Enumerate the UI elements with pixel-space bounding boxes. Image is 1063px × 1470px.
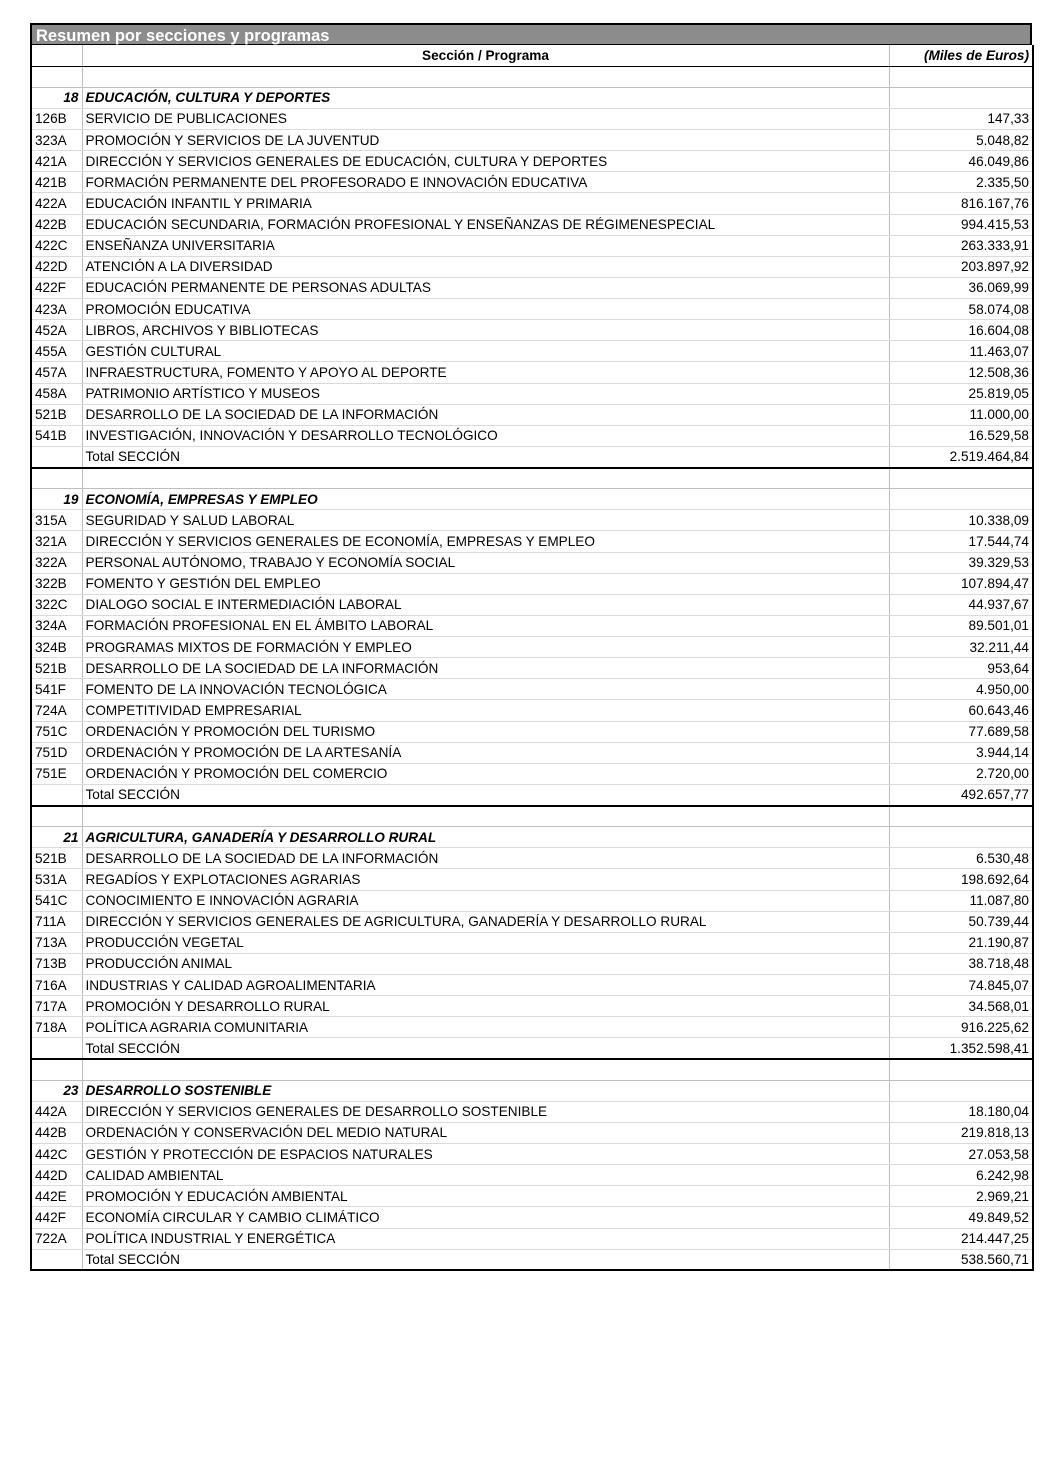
section-code: 21 bbox=[31, 827, 82, 848]
program-row bbox=[31, 531, 1033, 552]
section-amount-blank bbox=[889, 1080, 1033, 1101]
program-code: 718A bbox=[31, 1017, 82, 1038]
program-row bbox=[31, 679, 1033, 700]
program-code: 521B bbox=[31, 404, 82, 425]
spacer-row bbox=[31, 468, 1033, 489]
program-row bbox=[31, 362, 1033, 383]
program-name: DIRECCIÓN Y SERVICIOS GENERALES DE EDUCACIÓN, CULTURA Y DEPORTES bbox=[82, 151, 889, 172]
program-code: 422A bbox=[31, 193, 82, 214]
program-row bbox=[31, 193, 1033, 214]
program-row bbox=[31, 615, 1033, 636]
program-amount: 17.544,74 bbox=[889, 531, 1033, 552]
program-code: 722A bbox=[31, 1228, 82, 1249]
total-blank bbox=[31, 784, 82, 805]
sheet-title: Resumen por secciones y programas bbox=[30, 23, 1032, 45]
program-code: 442D bbox=[31, 1165, 82, 1186]
program-amount: 916.225,62 bbox=[889, 1017, 1033, 1038]
program-name: ORDENACIÓN Y CONSERVACIÓN DEL MEDIO NATURAL bbox=[82, 1122, 889, 1143]
program-amount: 816.167,76 bbox=[889, 193, 1033, 214]
header-program: Sección / Programa bbox=[82, 45, 889, 66]
program-amount: 50.739,44 bbox=[889, 911, 1033, 932]
spacer-cell bbox=[889, 468, 1033, 489]
spacer-cell bbox=[889, 1059, 1033, 1080]
spacer-cell bbox=[889, 806, 1033, 827]
program-amount: 2.720,00 bbox=[889, 763, 1033, 784]
total-blank bbox=[31, 446, 82, 467]
program-row bbox=[31, 320, 1033, 341]
program-code: 713A bbox=[31, 932, 82, 953]
program-code: 531A bbox=[31, 869, 82, 890]
program-name: PRODUCCIÓN VEGETAL bbox=[82, 932, 889, 953]
spacer-cell bbox=[889, 66, 1033, 87]
program-amount: 18.180,04 bbox=[889, 1101, 1033, 1122]
program-amount: 27.053,58 bbox=[889, 1144, 1033, 1165]
header-units: (Miles de Euros) bbox=[889, 45, 1033, 66]
program-row bbox=[31, 552, 1033, 573]
section-code: 19 bbox=[31, 489, 82, 510]
program-row bbox=[31, 256, 1033, 277]
spacer-row bbox=[31, 806, 1033, 827]
program-name: PATRIMONIO ARTÍSTICO Y MUSEOS bbox=[82, 383, 889, 404]
program-row bbox=[31, 763, 1033, 784]
program-code: 322C bbox=[31, 594, 82, 615]
program-row bbox=[31, 953, 1033, 974]
program-name: EDUCACIÓN INFANTIL Y PRIMARIA bbox=[82, 193, 889, 214]
program-row bbox=[31, 932, 1033, 953]
total-blank bbox=[31, 1038, 82, 1059]
program-name: SERVICIO DE PUBLICACIONES bbox=[82, 108, 889, 129]
program-name: INVESTIGACIÓN, INNOVACIÓN Y DESARROLLO TECNOLÓGICO bbox=[82, 425, 889, 446]
program-name: SEGURIDAD Y SALUD LABORAL bbox=[82, 510, 889, 531]
program-code: 521B bbox=[31, 658, 82, 679]
section-name: DESARROLLO SOSTENIBLE bbox=[82, 1080, 889, 1101]
program-name: DIRECCIÓN Y SERVICIOS GENERALES DE AGRICULTURA, GANADERÍA Y DESARROLLO RURAL bbox=[82, 911, 889, 932]
program-row bbox=[31, 848, 1033, 869]
program-code: 455A bbox=[31, 341, 82, 362]
program-name: EDUCACIÓN SECUNDARIA, FORMACIÓN PROFESIONAL Y ENSEÑANZAS DE RÉGIMENESPECIAL bbox=[82, 214, 889, 235]
total-label: Total SECCIÓN bbox=[82, 784, 889, 805]
program-code: 322A bbox=[31, 552, 82, 573]
program-amount: 89.501,01 bbox=[889, 615, 1033, 636]
program-amount: 11.087,80 bbox=[889, 890, 1033, 911]
spacer-cell bbox=[31, 468, 82, 489]
program-row bbox=[31, 277, 1033, 298]
total-label: Total SECCIÓN bbox=[82, 1249, 889, 1270]
spacer-row bbox=[31, 1059, 1033, 1080]
program-row bbox=[31, 108, 1033, 129]
program-name: PROMOCIÓN Y DESARROLLO RURAL bbox=[82, 996, 889, 1017]
section-header-row bbox=[31, 827, 1033, 848]
program-row bbox=[31, 573, 1033, 594]
program-name: POLÍTICA AGRARIA COMUNITARIA bbox=[82, 1017, 889, 1038]
program-name: PROGRAMAS MIXTOS DE FORMACIÓN Y EMPLEO bbox=[82, 637, 889, 658]
program-code: 442E bbox=[31, 1186, 82, 1207]
program-code: 541B bbox=[31, 425, 82, 446]
program-row bbox=[31, 1186, 1033, 1207]
program-name: ECONOMÍA CIRCULAR Y CAMBIO CLIMÁTICO bbox=[82, 1207, 889, 1228]
program-name: COMPETITIVIDAD EMPRESARIAL bbox=[82, 700, 889, 721]
program-code: 442B bbox=[31, 1122, 82, 1143]
total-amount: 538.560,71 bbox=[889, 1249, 1033, 1270]
program-amount: 74.845,07 bbox=[889, 975, 1033, 996]
program-row bbox=[31, 172, 1033, 193]
program-row bbox=[31, 404, 1033, 425]
program-row bbox=[31, 341, 1033, 362]
program-row bbox=[31, 235, 1033, 256]
program-name: DESARROLLO DE LA SOCIEDAD DE LA INFORMACIÓN bbox=[82, 658, 889, 679]
program-code: 751C bbox=[31, 721, 82, 742]
program-name: CALIDAD AMBIENTAL bbox=[82, 1165, 889, 1186]
program-name: FOMENTO DE LA INNOVACIÓN TECNOLÓGICA bbox=[82, 679, 889, 700]
program-amount: 107.894,47 bbox=[889, 573, 1033, 594]
program-amount: 46.049,86 bbox=[889, 151, 1033, 172]
program-name: FORMACIÓN PERMANENTE DEL PROFESORADO E INNOVACIÓN EDUCATIVA bbox=[82, 172, 889, 193]
program-code: 442A bbox=[31, 1101, 82, 1122]
program-name: DESARROLLO DE LA SOCIEDAD DE LA INFORMACIÓN bbox=[82, 848, 889, 869]
spacer-cell bbox=[82, 468, 889, 489]
program-code: 321A bbox=[31, 531, 82, 552]
program-amount: 16.604,08 bbox=[889, 320, 1033, 341]
program-code: 442C bbox=[31, 1144, 82, 1165]
program-amount: 39.329,53 bbox=[889, 552, 1033, 573]
column-header-row bbox=[31, 45, 1033, 66]
header-blank bbox=[31, 45, 82, 66]
program-row bbox=[31, 742, 1033, 763]
program-name: EDUCACIÓN PERMANENTE DE PERSONAS ADULTAS bbox=[82, 277, 889, 298]
program-code: 457A bbox=[31, 362, 82, 383]
program-amount: 58.074,08 bbox=[889, 299, 1033, 320]
program-name: ORDENACIÓN Y PROMOCIÓN DE LA ARTESANÍA bbox=[82, 742, 889, 763]
program-code: 324B bbox=[31, 637, 82, 658]
budget-table-body bbox=[31, 45, 1033, 1270]
program-row bbox=[31, 890, 1033, 911]
section-name: AGRICULTURA, GANADERÍA Y DESARROLLO RURAL bbox=[82, 827, 889, 848]
program-row bbox=[31, 130, 1033, 151]
program-name: PERSONAL AUTÓNOMO, TRABAJO Y ECONOMÍA SOCIAL bbox=[82, 552, 889, 573]
program-amount: 10.338,09 bbox=[889, 510, 1033, 531]
program-row bbox=[31, 510, 1033, 531]
section-total-row bbox=[31, 1249, 1033, 1270]
program-name: PRODUCCIÓN ANIMAL bbox=[82, 953, 889, 974]
program-amount: 5.048,82 bbox=[889, 130, 1033, 151]
program-row bbox=[31, 1207, 1033, 1228]
program-row bbox=[31, 151, 1033, 172]
section-total-row bbox=[31, 446, 1033, 467]
program-code: 521B bbox=[31, 848, 82, 869]
program-amount: 219.818,13 bbox=[889, 1122, 1033, 1143]
program-name: LIBROS, ARCHIVOS Y BIBLIOTECAS bbox=[82, 320, 889, 341]
spacer-cell bbox=[82, 1059, 889, 1080]
program-row bbox=[31, 1017, 1033, 1038]
spacer-row bbox=[31, 66, 1033, 87]
program-name: DIRECCIÓN Y SERVICIOS GENERALES DE DESARROLLO SOSTENIBLE bbox=[82, 1101, 889, 1122]
program-code: 442F bbox=[31, 1207, 82, 1228]
program-row bbox=[31, 700, 1033, 721]
program-row bbox=[31, 1228, 1033, 1249]
program-name: DIALOGO SOCIAL E INTERMEDIACIÓN LABORAL bbox=[82, 594, 889, 615]
program-amount: 198.692,64 bbox=[889, 869, 1033, 890]
section-code: 23 bbox=[31, 1080, 82, 1101]
program-code: 751D bbox=[31, 742, 82, 763]
section-amount-blank bbox=[889, 87, 1033, 108]
spacer-cell bbox=[31, 1059, 82, 1080]
total-label: Total SECCIÓN bbox=[82, 446, 889, 467]
program-code: 322B bbox=[31, 573, 82, 594]
program-code: 711A bbox=[31, 911, 82, 932]
program-amount: 953,64 bbox=[889, 658, 1033, 679]
total-label: Total SECCIÓN bbox=[82, 1038, 889, 1059]
total-amount: 1.352.598,41 bbox=[889, 1038, 1033, 1059]
section-header-row bbox=[31, 1080, 1033, 1101]
total-blank bbox=[31, 1249, 82, 1270]
program-code: 315A bbox=[31, 510, 82, 531]
program-row bbox=[31, 1122, 1033, 1143]
program-row bbox=[31, 975, 1033, 996]
section-name: EDUCACIÓN, CULTURA Y DEPORTES bbox=[82, 87, 889, 108]
program-amount: 77.689,58 bbox=[889, 721, 1033, 742]
section-header-row bbox=[31, 489, 1033, 510]
program-name: INFRAESTRUCTURA, FOMENTO Y APOYO AL DEPORTE bbox=[82, 362, 889, 383]
program-amount: 147,33 bbox=[889, 108, 1033, 129]
program-amount: 44.937,67 bbox=[889, 594, 1033, 615]
program-name: INDUSTRIAS Y CALIDAD AGROALIMENTARIA bbox=[82, 975, 889, 996]
program-amount: 6.530,48 bbox=[889, 848, 1033, 869]
program-name: ATENCIÓN A LA DIVERSIDAD bbox=[82, 256, 889, 277]
program-code: 422F bbox=[31, 277, 82, 298]
program-amount: 214.447,25 bbox=[889, 1228, 1033, 1249]
program-code: 422B bbox=[31, 214, 82, 235]
program-amount: 12.508,36 bbox=[889, 362, 1033, 383]
section-amount-blank bbox=[889, 827, 1033, 848]
spacer-cell bbox=[31, 66, 82, 87]
program-row bbox=[31, 425, 1033, 446]
program-amount: 38.718,48 bbox=[889, 953, 1033, 974]
program-row bbox=[31, 658, 1033, 679]
program-row bbox=[31, 1144, 1033, 1165]
program-amount: 6.242,98 bbox=[889, 1165, 1033, 1186]
program-code: 422D bbox=[31, 256, 82, 277]
program-amount: 203.897,92 bbox=[889, 256, 1033, 277]
program-row bbox=[31, 383, 1033, 404]
spacer-cell bbox=[82, 806, 889, 827]
program-code: 324A bbox=[31, 615, 82, 636]
program-code: 423A bbox=[31, 299, 82, 320]
program-amount: 263.333,91 bbox=[889, 235, 1033, 256]
program-name: FOMENTO Y GESTIÓN DEL EMPLEO bbox=[82, 573, 889, 594]
program-code: 323A bbox=[31, 130, 82, 151]
program-amount: 11.463,07 bbox=[889, 341, 1033, 362]
program-name: POLÍTICA INDUSTRIAL Y ENERGÉTICA bbox=[82, 1228, 889, 1249]
program-amount: 21.190,87 bbox=[889, 932, 1033, 953]
program-row bbox=[31, 996, 1033, 1017]
program-row bbox=[31, 721, 1033, 742]
program-row bbox=[31, 299, 1033, 320]
program-name: DIRECCIÓN Y SERVICIOS GENERALES DE ECONOMÍA, EMPRESAS Y EMPLEO bbox=[82, 531, 889, 552]
program-code: 717A bbox=[31, 996, 82, 1017]
program-name: PROMOCIÓN EDUCATIVA bbox=[82, 299, 889, 320]
program-amount: 4.950,00 bbox=[889, 679, 1033, 700]
program-row bbox=[31, 214, 1033, 235]
program-amount: 25.819,05 bbox=[889, 383, 1033, 404]
program-amount: 2.335,50 bbox=[889, 172, 1033, 193]
total-amount: 2.519.464,84 bbox=[889, 446, 1033, 467]
program-row bbox=[31, 594, 1033, 615]
section-total-row bbox=[31, 784, 1033, 805]
program-name: DESARROLLO DE LA SOCIEDAD DE LA INFORMACIÓN bbox=[82, 404, 889, 425]
section-code: 18 bbox=[31, 87, 82, 108]
spacer-cell bbox=[31, 806, 82, 827]
spacer-cell bbox=[82, 66, 889, 87]
program-code: 421B bbox=[31, 172, 82, 193]
program-code: 421A bbox=[31, 151, 82, 172]
program-name: CONOCIMIENTO E INNOVACIÓN AGRARIA bbox=[82, 890, 889, 911]
program-code: 751E bbox=[31, 763, 82, 784]
program-code: 724A bbox=[31, 700, 82, 721]
program-amount: 36.069,99 bbox=[889, 277, 1033, 298]
total-amount: 492.657,77 bbox=[889, 784, 1033, 805]
program-row bbox=[31, 1101, 1033, 1122]
program-row bbox=[31, 1165, 1033, 1186]
program-name: ORDENACIÓN Y PROMOCIÓN DEL TURISMO bbox=[82, 721, 889, 742]
section-amount-blank bbox=[889, 489, 1033, 510]
program-name: ENSEÑANZA UNIVERSITARIA bbox=[82, 235, 889, 256]
program-code: 452A bbox=[31, 320, 82, 341]
program-name: PROMOCIÓN Y SERVICIOS DE LA JUVENTUD bbox=[82, 130, 889, 151]
budget-summary-sheet bbox=[30, 23, 1032, 1271]
program-name: GESTIÓN Y PROTECCIÓN DE ESPACIOS NATURALES bbox=[82, 1144, 889, 1165]
program-code: 541C bbox=[31, 890, 82, 911]
program-amount: 34.568,01 bbox=[889, 996, 1033, 1017]
section-header-row bbox=[31, 87, 1033, 108]
program-name: GESTIÓN CULTURAL bbox=[82, 341, 889, 362]
budget-table bbox=[30, 45, 1034, 1271]
program-row bbox=[31, 911, 1033, 932]
program-name: REGADÍOS Y EXPLOTACIONES AGRARIAS bbox=[82, 869, 889, 890]
program-amount: 49.849,52 bbox=[889, 1207, 1033, 1228]
program-code: 713B bbox=[31, 953, 82, 974]
program-row bbox=[31, 869, 1033, 890]
program-amount: 994.415,53 bbox=[889, 214, 1033, 235]
program-name: PROMOCIÓN Y EDUCACIÓN AMBIENTAL bbox=[82, 1186, 889, 1207]
program-name: ORDENACIÓN Y PROMOCIÓN DEL COMERCIO bbox=[82, 763, 889, 784]
program-amount: 2.969,21 bbox=[889, 1186, 1033, 1207]
program-code: 541F bbox=[31, 679, 82, 700]
section-name: ECONOMÍA, EMPRESAS Y EMPLEO bbox=[82, 489, 889, 510]
section-total-row bbox=[31, 1038, 1033, 1059]
program-code: 458A bbox=[31, 383, 82, 404]
program-code: 716A bbox=[31, 975, 82, 996]
program-amount: 11.000,00 bbox=[889, 404, 1033, 425]
program-amount: 16.529,58 bbox=[889, 425, 1033, 446]
program-amount: 60.643,46 bbox=[889, 700, 1033, 721]
program-name: FORMACIÓN PROFESIONAL EN EL ÁMBITO LABORAL bbox=[82, 615, 889, 636]
program-row bbox=[31, 637, 1033, 658]
program-code: 422C bbox=[31, 235, 82, 256]
program-amount: 3.944,14 bbox=[889, 742, 1033, 763]
program-amount: 32.211,44 bbox=[889, 637, 1033, 658]
program-code: 126B bbox=[31, 108, 82, 129]
